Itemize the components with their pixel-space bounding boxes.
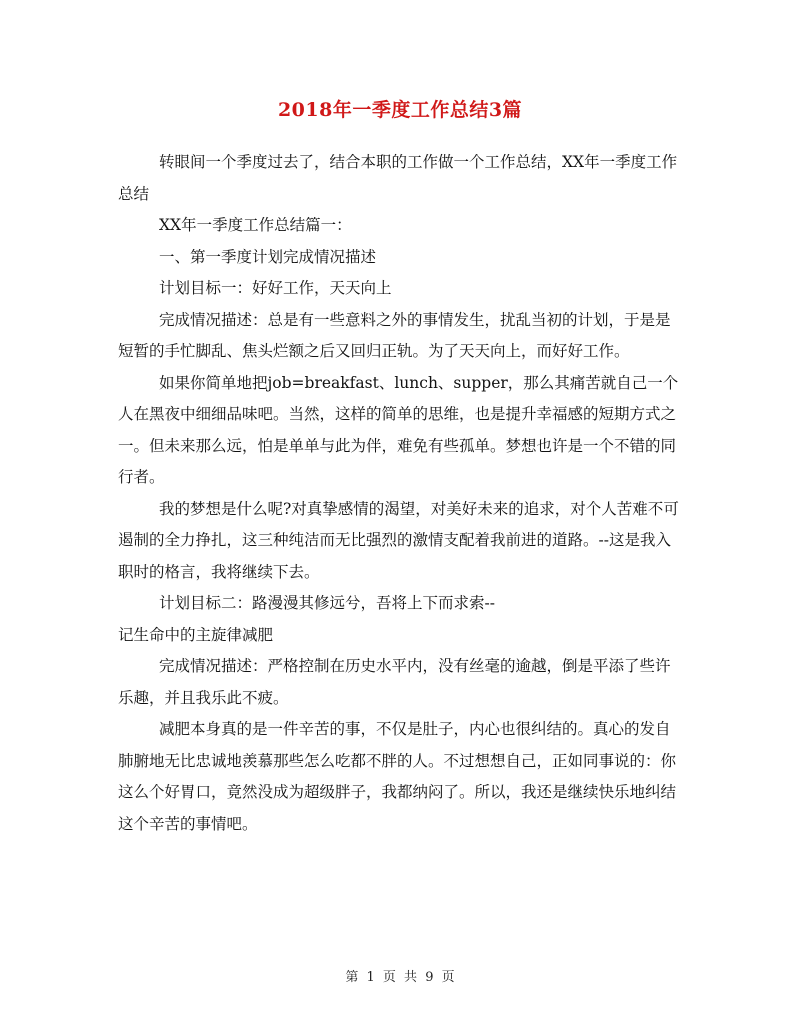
paragraph-diet-reflection: 减肥本身真的是一件辛苦的事，不仅是肚子，内心也很纠结的。真心的发自肺腑地无比忠诚地羡慕那些怎么吃都不胖的人。不过想想自己，正如同事说的：你这么个好胃口，竟然没成为超级胖子，我都纳闷了。所以，我还是继续快乐地纠结这个辛苦的事情吧。 xyxy=(118,720,677,833)
document-title: 2018年一季度工作总结3篇 xyxy=(277,99,523,121)
paragraph-dream: 我的梦想是什么呢?对真挚感情的渴望，对美好未来的追求，对个人苦难不可遏制的全力挣扎，这三种纯洁而无比强烈的激情支配着我前进的道路。--这是我入职时的格言，我将继续下去。 xyxy=(118,499,679,581)
paragraph-section-heading: XX年一季度工作总结篇一： xyxy=(159,216,352,234)
paragraph-completion-one: 完成情况描述：总是有一些意料之外的事情发生，扰乱当初的计划，于是是短暂的手忙脚乱、焦头烂额之后又回归正轨。为了天天向上，而好好工作。 xyxy=(118,310,671,360)
paragraph-goal-two: 计划目标二：路漫漫其修远兮，吾将上下而求索-- xyxy=(159,594,495,612)
paragraph-goal-one: 计划目标一：好好工作，天天向上 xyxy=(159,279,392,297)
paragraph-intro: 转眼间一个季度过去了，结合本职的工作做一个工作总结，XX年一季度工作总结 xyxy=(118,153,678,203)
paragraph-goal-two-continued: 记生命中的主旋律减肥 xyxy=(118,625,274,644)
paragraph-completion-two: 完成情况描述：严格控制在历史水平内，没有丝毫的逾越，倒是平添了些许乐趣，并且我乐此不疲。 xyxy=(118,657,671,707)
paragraph-job-reflection: 如果你简单地把job=breakfast、lunch、supper，那么其痛苦就自己一个人在黑夜中细细品味吧。当然，这样的简单的思维，也是提升幸福感的短期方式之一。但未来那么远，怕是单单与此为伴，难免有些孤单。梦想也许是一个不错的同行者。 xyxy=(118,373,679,486)
paragraph-part-one-heading: 一、第一季度计划完成情况描述 xyxy=(159,247,377,266)
document-body xyxy=(118,147,684,840)
page-number-footer: 第 1 页 共 9 页 xyxy=(345,970,455,985)
